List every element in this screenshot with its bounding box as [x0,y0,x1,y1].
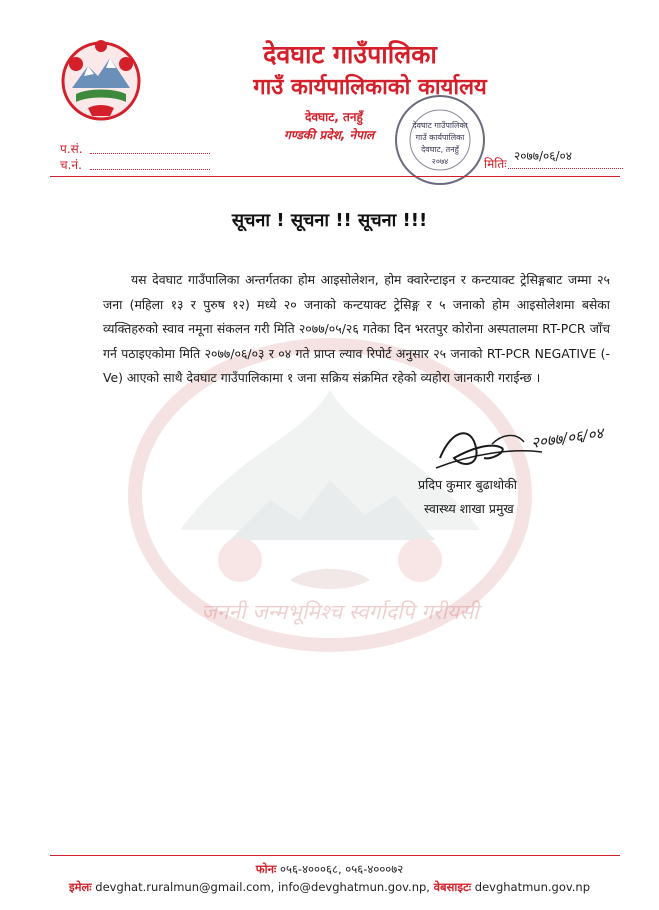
stamp-text-1: देवघाट गाउँपालिका [412,121,468,130]
ref-chalani-label: च.नं. [60,158,82,172]
website-link[interactable]: devghatmun.gov.np [474,880,591,894]
date-value: २०७७/०६/०४ [514,149,573,163]
notice-body: यस देवघाट गाउँपालिका अन्तर्गतका होम आइसोलेशन, होम क्वारेन्टाइन र कन्टयाक्ट ट्रेसिङ्गबाट जम्मा २५ जना (महिला १३ र पुरुष १२) मध्ये २० जनाको कन्टयाक्ट ट्रेसिङ्ग र ५ जनाको होम आइसोलेशमा बसेका व्यक्तिहरुको स्वाव नमूना संकलन गरी मिति २०७७/०५/२६ गतेका दिन भरतपुर कोरोना अस्पतालमा RT-PCR जाँच गर्न पठाइएकोमा मिति २०७७/०६/०३ र ०४ गते प्राप्त ल्याव रिपोर्ट अनुसार २५ जनाको RT-PCR NEGATIVE (-Ve) आएको साथै देवघाट गाउँपालिकामा १ जना सक्रिय संक्रमित रहेको व्यहोरा जानकारी गराईन्छ । [103,272,610,385]
header-divider [50,176,620,177]
office-title: देवघाट गाउँपालिका [263,40,437,69]
handwritten-signature [432,418,622,480]
stamp-text-4: २०७४ [431,157,449,166]
office-address-line2: गण्डकी प्रदेश, नेपाल [284,128,375,142]
handwritten-date: २०७७/०६/०४ [530,424,605,452]
signatory-name: प्रदिप कुमार बुढाथोकी [418,477,517,492]
notice-title: सूचना ! सूचना !! सूचना !!! [231,210,428,231]
date-line [508,168,623,169]
stamp-text-3: देवघाट, तनहुँ [421,145,459,154]
office-address-line1: देवघाट, तनहुँ [305,110,363,124]
nepal-emblem-logo [58,36,144,122]
ref-patra-line [90,153,210,154]
stamp-text-2: गाउँ कार्यपालिका [415,133,465,142]
office-stamp [392,92,488,188]
phone-label: फोनः [255,862,277,876]
email-addresses[interactable]: devghat.ruralmun@gmail.com, info@devghatmun.gov.np, [95,880,430,894]
office-subtitle: गाउँ कार्यपालिकाको कार्यालय [253,75,487,100]
ref-patra-label: प.सं. [60,142,83,156]
email-label: इमेलः [68,880,92,894]
footer-phone [0,862,659,877]
watermark-motto: जननी जन्मभूमिश्च स्वर्गादपि गरीयसी [201,600,479,624]
ref-chalani-line [90,169,210,170]
signatory-position: स्वास्थ्य शाखा प्रमुख [424,501,514,516]
footer-contact [0,880,659,895]
website-label: वेबसाइटः [433,880,472,894]
phone-numbers: ०५६-४०००६८, ०५६-४०००७२ [279,862,404,876]
date-label: मितिः [484,157,507,171]
footer-divider [50,855,620,856]
